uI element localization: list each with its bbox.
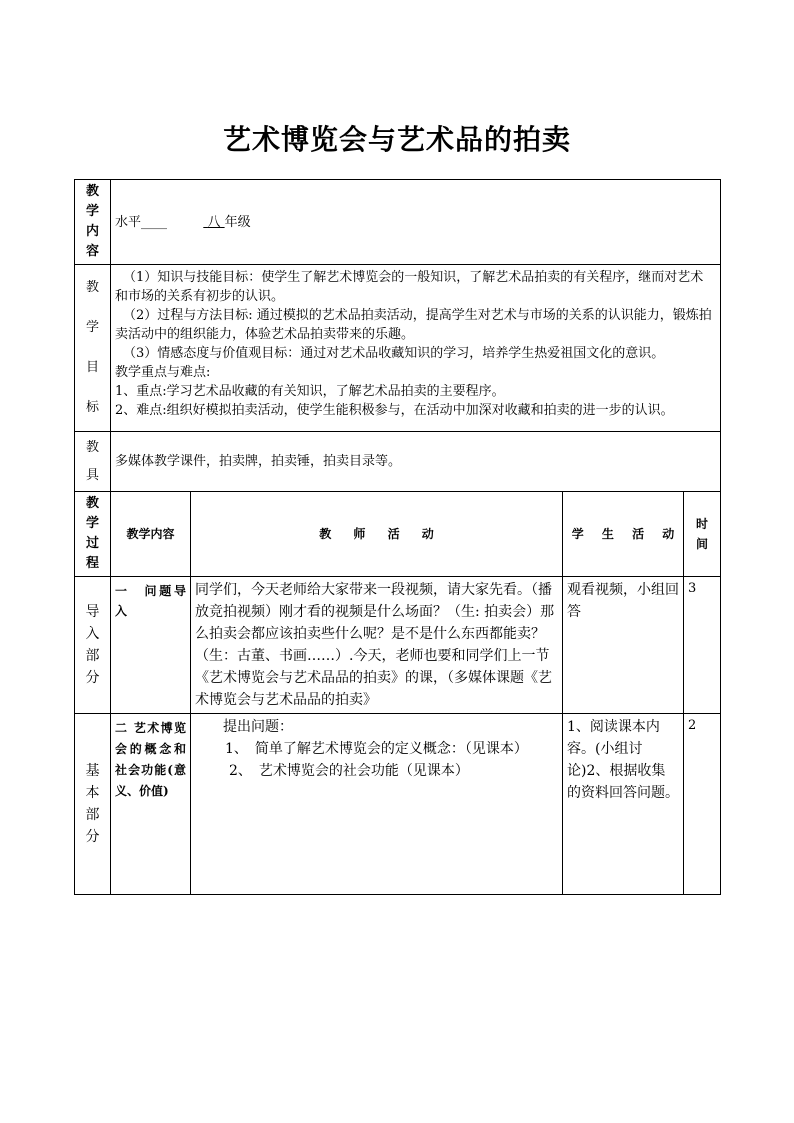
basic-student-activity: 1、阅读课本内容。(小组讨论)2、根据收集的资料回答问题。 <box>563 714 684 895</box>
basic-content: 二 艺术博览会的概念和社会功能(意义、价值) <box>111 714 191 895</box>
row-teaching-goals <box>75 265 721 432</box>
page-title: 艺术博览会与艺术品的拍卖 <box>222 123 571 156</box>
row-teaching-content <box>75 180 721 265</box>
label-teaching-content: 教 学 内 容 <box>75 180 111 265</box>
label-teaching-tools: 教 具 <box>75 432 111 492</box>
label-intro: 导 入 部 分 <box>75 577 111 714</box>
grade-value: 八 <box>207 214 221 230</box>
goal-knowledge: （1）知识与技能目标：使学生了解艺术博览会的一般知识，了解艺术品拍卖的有关程序，继而对艺术和市场的关系有初步的认识。 <box>115 270 704 304</box>
grade-suffix: 年级 <box>224 214 251 230</box>
label-teaching-process: 教 学 过 程 <box>75 492 111 577</box>
intro-time: 3 <box>684 577 721 714</box>
key-point: 1、重点:学习艺术品收藏的有关知识，了解艺术品拍卖的主要程序。 <box>115 384 505 399</box>
header-student-activity: 学 生 活 动 <box>563 492 684 577</box>
header-time: 时 间 <box>684 492 721 577</box>
basic-teacher-activity <box>191 714 563 895</box>
teaching-goals-cell <box>111 265 721 432</box>
row-intro <box>75 577 721 714</box>
intro-student-activity: 观看视频，小组回答 <box>563 577 684 714</box>
label-teaching-goals: 教 学 目 标 <box>75 265 111 432</box>
key-points-heading: 教学重点与难点: <box>115 365 211 380</box>
row-process-header <box>75 492 721 577</box>
intro-teacher-activity: 同学们，今天老师给大家带来一段视频，请大家先看。（播放竞拍视频）刚才看的视频是什么场面？（生: 拍卖会）那么拍卖会都应该拍卖些什么呢？是不是什么东西都能卖？（生：古董、书画……）.今天，老师也要和同学们上一节《艺术博览会与艺术品品的拍卖》的课，（多媒体课题《艺术博览会与艺术品品的拍卖》 <box>191 577 563 714</box>
intro-content: 一 问题导入 <box>111 577 191 714</box>
header-teacher-activity: 教 师 活 动 <box>191 492 563 577</box>
basic-time: 2 <box>684 714 721 895</box>
level-blank: ____ <box>141 214 168 230</box>
label-basic: 基 本 部 分 <box>75 714 111 895</box>
row-teaching-tools <box>75 432 721 492</box>
teaching-content-cell <box>111 180 721 265</box>
row-basic <box>75 714 721 895</box>
teacher-item: 2、 艺术博览会的社会功能（见课本） <box>229 763 469 779</box>
level-prefix: 水平 <box>115 214 142 230</box>
lesson-plan-table <box>74 179 721 895</box>
goal-process: （2）过程与方法目标: 通过模拟的艺术品拍卖活动，提高学生对艺术与市场的关系的认识能力，锻炼拍卖活动中的组织能力，体验艺术品拍卖带来的乐趣。 <box>115 308 712 342</box>
teacher-lead: 提出问题： <box>223 719 293 735</box>
difficult-point: 2、难点:组织好模拟拍卖活动，使学生能积极参与，在活动中加深对收藏和拍卖的进一步的认识。 <box>115 403 674 418</box>
teaching-tools-cell: 多媒体教学课件，拍卖牌，拍卖锤，拍卖目录等。 <box>111 432 721 492</box>
teacher-item: 1、 简单了解艺术博览会的定义概念：（见课本） <box>225 741 528 757</box>
header-teaching-content: 教学内容 <box>111 492 191 577</box>
goal-emotion: （3）情感态度与价值观目标：通过对艺术品收藏知识的学习，培养学生热爱祖国文化的意识。 <box>123 346 665 361</box>
